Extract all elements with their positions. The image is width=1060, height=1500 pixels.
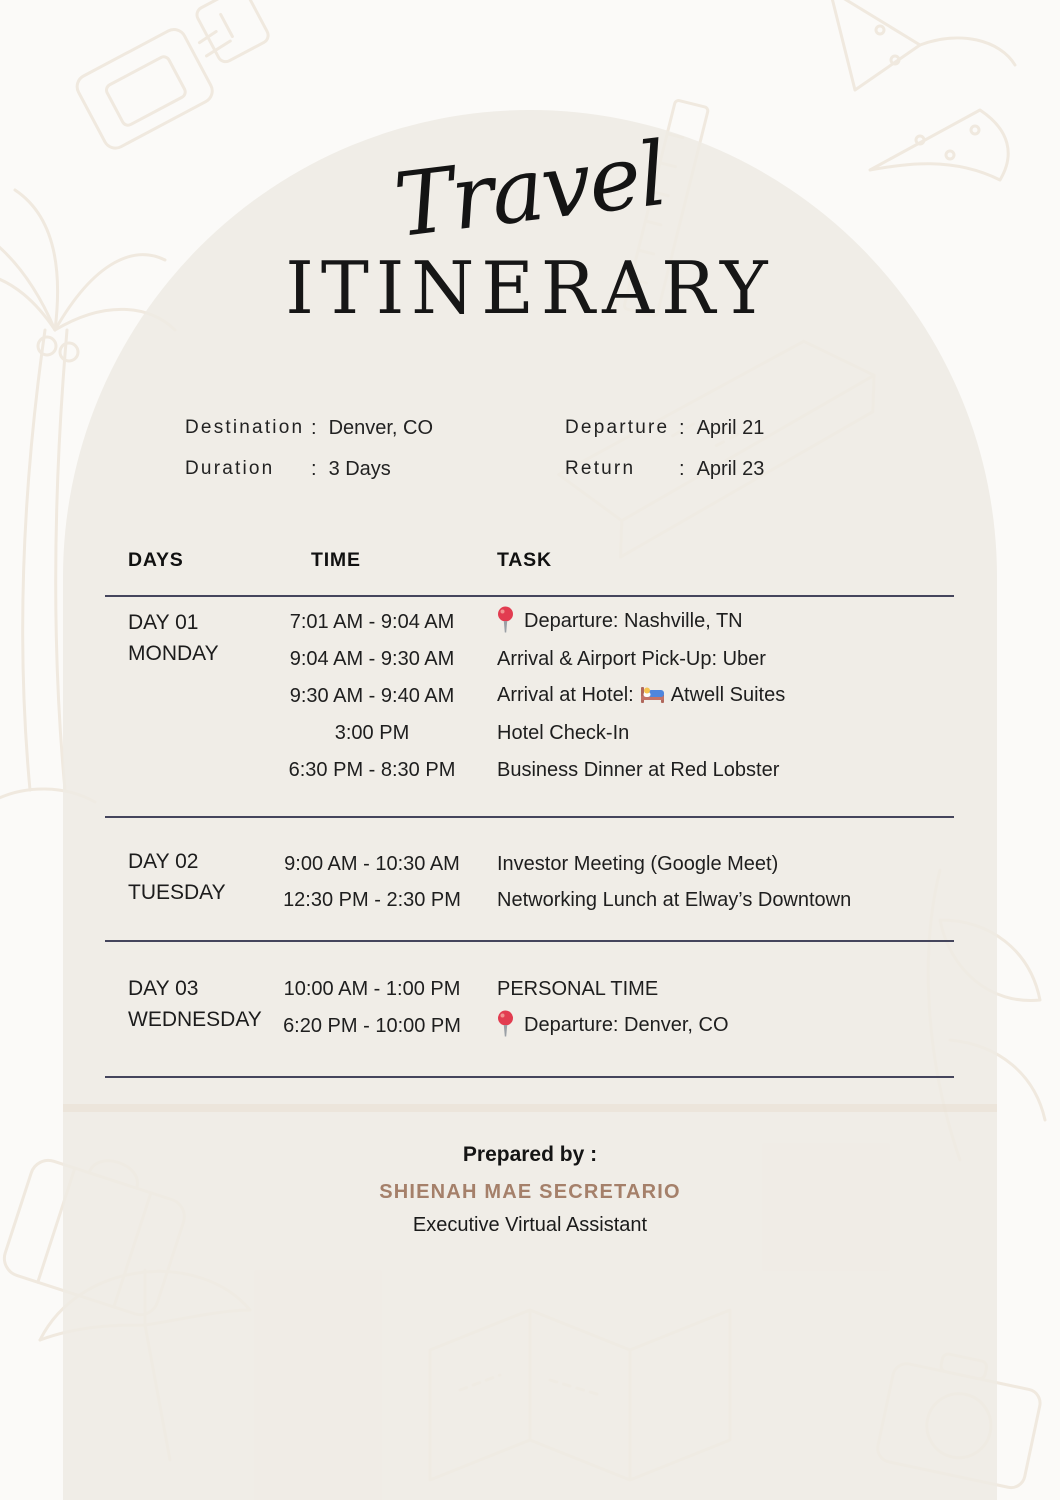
day-weekday: MONDAY — [128, 642, 219, 665]
location-pin-icon — [497, 1010, 514, 1043]
day-section-1 — [105, 597, 954, 816]
destination-label: Destination — [185, 417, 305, 438]
table-row — [105, 604, 954, 641]
day-weekday: TUESDAY — [128, 881, 226, 904]
task-cell: Departure: Nashville, TN — [466, 606, 954, 639]
time-cell: 10:00 AM - 1:00 PM — [283, 978, 461, 1000]
info-return: Return : April 23 — [565, 458, 765, 480]
header-task: TASK — [497, 549, 552, 571]
task-cell: Investor Meeting (Google Meet) — [497, 852, 779, 875]
day-label — [128, 973, 262, 1035]
table-row — [105, 752, 954, 789]
table-row — [105, 882, 954, 918]
departure-label: Departure — [565, 417, 670, 438]
table-row — [105, 715, 954, 752]
time-cell: 12:30 PM - 2:30 PM — [283, 888, 461, 911]
day-weekday: WEDNESDAY — [128, 1008, 262, 1031]
location-pin-icon — [497, 606, 514, 639]
task-cell: Arrival & Airport Pick-Up: Uber — [497, 648, 766, 670]
arch-divider-band — [63, 1104, 997, 1112]
day-label — [128, 607, 219, 669]
itinerary-table — [105, 549, 954, 1078]
time-cell: 9:30 AM - 9:40 AM — [289, 685, 455, 707]
page-title: ITINERARY — [285, 246, 775, 330]
info-destination: Destination : Denver, CO — [185, 417, 434, 439]
day-number: DAY 03 — [128, 977, 199, 1000]
prepared-by-label: Prepared by : — [462, 1143, 598, 1166]
duration-label: Duration — [185, 458, 275, 479]
prepared-by-name: SHIENAH MAE SECRETARIO — [379, 1181, 681, 1203]
prepared-by-role: Executive Virtual Assistant — [412, 1214, 648, 1236]
return-label: Return — [565, 458, 636, 479]
task-cell: Networking Lunch at Elway’s Downtown — [497, 888, 852, 911]
return-value: April 23 — [696, 458, 765, 480]
table-header-row — [105, 549, 954, 595]
day-label — [128, 846, 226, 908]
departure-value: April 21 — [696, 417, 765, 439]
divider — [105, 1076, 954, 1078]
title-script: Travel — [389, 121, 671, 258]
time-cell: 3:00 PM — [334, 722, 410, 744]
task-cell: Departure: Denver, CO — [466, 1010, 954, 1043]
table-row — [105, 846, 954, 882]
day-section-3 — [105, 942, 954, 1076]
time-cell: 9:00 AM - 10:30 AM — [284, 852, 460, 875]
task-cell: Arrival at Hotel: Atwell Suites — [466, 684, 954, 710]
duration-value: 3 Days — [328, 458, 391, 480]
header-days: DAYS — [128, 549, 184, 571]
day-section-2 — [105, 818, 954, 940]
time-cell: 6:30 PM - 8:30 PM — [288, 759, 456, 781]
info-departure: Departure : April 21 — [565, 417, 765, 439]
task-cell: Business Dinner at Red Lobster — [497, 759, 780, 781]
info-duration: Duration : 3 Days — [185, 458, 391, 480]
destination-value: Denver, CO — [328, 417, 434, 439]
task-cell: Hotel Check-In — [497, 722, 630, 744]
header-time: TIME — [311, 549, 361, 571]
bed-icon — [640, 684, 665, 710]
table-row — [105, 641, 954, 678]
time-cell: 7:01 AM - 9:04 AM — [289, 611, 455, 633]
time-cell: 9:04 AM - 9:30 AM — [289, 648, 455, 670]
day-number: DAY 02 — [128, 850, 199, 873]
time-cell: 6:20 PM - 10:00 PM — [283, 1015, 461, 1037]
day-number: DAY 01 — [128, 611, 199, 634]
table-row — [105, 678, 954, 715]
task-cell: PERSONAL TIME — [497, 978, 659, 1000]
